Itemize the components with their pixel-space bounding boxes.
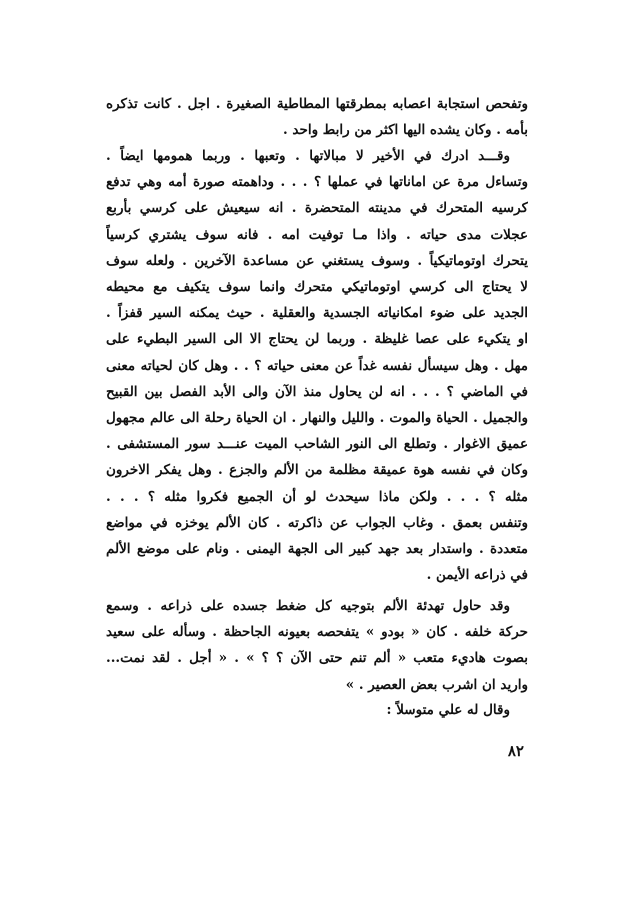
paragraph-line: وتنفس بعمق . وغاب الجواب عن ذاكرته . كان الألم يوخزه في مواضع (106, 514, 528, 531)
paragraph-line: حركة خلفه . كان « بودو » يتفحصه بعيونه الجاحظة . وسأله على سعيد (106, 624, 528, 641)
paragraph-3 (106, 593, 528, 698)
paragraph-1 (106, 91, 528, 143)
paragraph-line: عجلات مدى حياته . واذا مـا توفيت امه . فانه سوف يشتري كرسياً (106, 226, 528, 243)
paragraph-line: واريد ان اشرب بعض العصير . » (345, 676, 528, 693)
paragraph-line: مهل . وهل سيسأل نفسه غداً عن معنى حياته ؟ . . وهل كان لحياته معنى (106, 357, 528, 374)
paragraph-line: متعددة . واستدار بعد جهد كبير الى الجهة اليمنى . ونام على موضع الألم (106, 541, 528, 558)
paragraph-line: مثله ؟ . . . ولكن ماذا سيحدث لو أن الجميع فكروا مثله ؟ . . . (106, 488, 528, 505)
paragraph-line: وقال له علي متوسلاً : (386, 702, 510, 718)
paragraph-line: الجديد على ضوء امكانياته الجسدية والعقلية . حيث يمكنه السير قفزاً . (106, 305, 528, 322)
paragraph-line: وقـــد ادرك في الأخير لا مبالاتها . وتعبها . وربما همومها ايضاً . (106, 148, 510, 164)
paragraph-line: في الماضي ؟ . . . انه لن يحاول منذ الآن والى الأبد الفصل بين القبيح (106, 383, 528, 400)
paragraph-2 (106, 143, 528, 588)
paragraph-line: وتساءل مرة عن اماناتها في عملها ؟ . . . وداهمته صورة أمه وهي تدفع (106, 174, 528, 191)
paragraph-line: يتحرك اوتوماتيكياً . وسوف يستغني عن مساعدة الآخرين . ولعله سوف (106, 252, 528, 269)
paragraph-line: وتفحص استجابة اعصابه بمطرقتها المطاطية الصغيرة . اجل . كانت تذكره (106, 96, 528, 112)
paragraph-line: وكان في نفسه هوة عميقة مظلمة من الألم والجزع . وهل يفكر الاخرون (106, 462, 528, 479)
paragraph-line: والجميل . الحياة والموت . والليل والنهار . ان الحياة رحلة الى عالم مجهول (106, 410, 528, 427)
paragraph-line: وقد حاول تهدئة الألم بتوجيه كل ضغط جسده على ذراعه . وسمع (106, 598, 510, 614)
paragraph-line: في ذراعه الأيمن . (426, 567, 528, 584)
paragraph-line: بصوت هاديء متعب « ألم تنم حتى الآن ؟ ؟ » . « أجل . لقد نمت... (106, 650, 528, 667)
paragraph-line: كرسيه المتحرك في مدينته المتحضرة . انه سيعيش على كرسي بأربع (106, 200, 528, 217)
page-number: ٨٢ (507, 742, 524, 760)
paragraph-line: بأمه . وكان يشده اليها اكثر من رابط واحد . (283, 122, 528, 139)
paragraph-line: او يتكيء على عصا غليظة . وربما لن يحتاج الا الى السير البطيء على (106, 331, 528, 348)
paragraph-4 (106, 697, 528, 723)
paragraph-line: لا يحتاج الى كرسي اوتوماتيكي متحرك وانما سوف يتكيف مع محيطه (106, 279, 528, 296)
paragraph-line: عميق الاغوار . وتطلع الى النور الشاحب الميت عنـــد سور المستشفى . (106, 436, 528, 453)
